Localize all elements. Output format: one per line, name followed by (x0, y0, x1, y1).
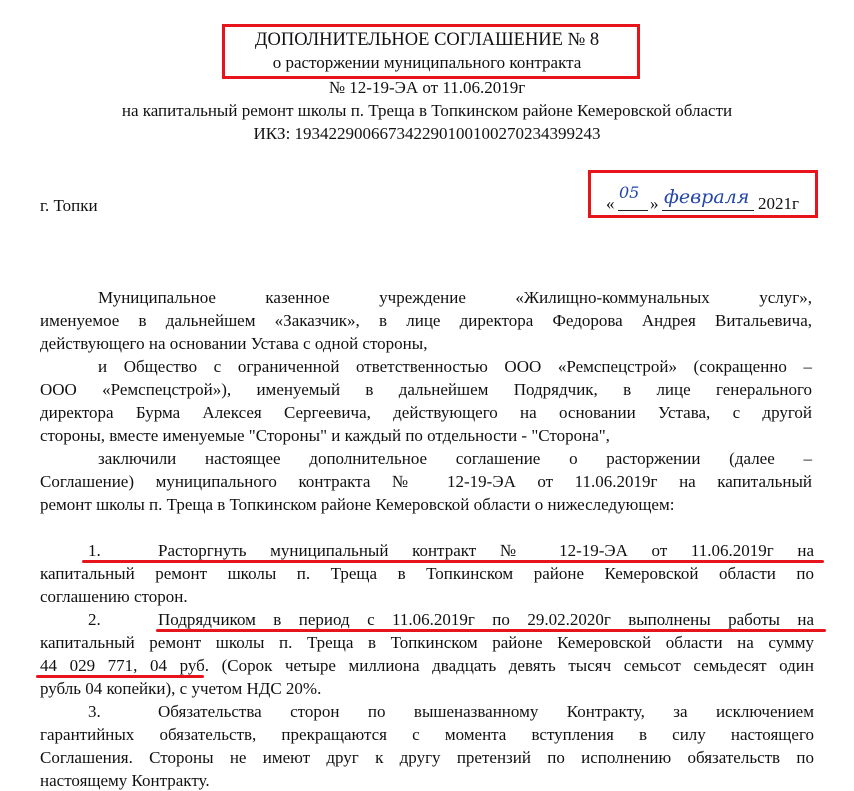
ikz-code: ИКЗ: 193422900667342290100100270234399243 (253, 124, 601, 143)
item-line: гарантийных обязательств, прекращаются с момента вступления в силу настоящего (40, 725, 814, 744)
date-year: 2021г (758, 194, 799, 213)
item2-red-underline (156, 629, 826, 632)
title-highlight-box (222, 24, 640, 79)
preamble-line: ремонт школы п. Треща в Топкинском районе Кемеровской области о нижеследующем: (40, 495, 675, 514)
preamble-line: именуемое в дальнейшем «Заказчик», в лице директора Федорова Андрея Витальевича, (40, 311, 812, 330)
item-line: рубль 04 копейки), с учетом НДС 20%. (40, 679, 322, 698)
month-underline (662, 210, 754, 211)
preamble-line: и Общество с ограниченной ответственностью ООО «Ремспецстрой» (сокращенно – (98, 357, 812, 376)
handwritten-day: 05 (619, 183, 640, 202)
date-open-quote: « (606, 194, 615, 213)
item-number: 1. (88, 541, 101, 560)
item-line: Обязательства сторон по вышеназванному Контракту, за исключением (158, 702, 814, 721)
preamble-line: директора Бурма Алексея Сергеевича, действующего на основании Устава, с другой (40, 403, 812, 422)
preamble-line: заключили настоящее дополнительное соглашение о расторжении (далее – (98, 449, 812, 468)
item-line: настоящему Контракту. (40, 771, 210, 790)
document-title: ДОПОЛНИТЕЛЬНОЕ СОГЛАШЕНИЕ № 8 (254, 30, 600, 50)
item-line: капитальный ремонт школы п. Треща в Топкинском районе Кемеровской области по (40, 564, 814, 583)
preamble-line: ООО «Ремспецстрой»), именуемый в дальнейшем Подрядчик, в лице генерального (40, 380, 812, 399)
item-line: капитальный ремонт школы п. Треща в Топкинском районе Кемеровской области на сумму (40, 633, 814, 652)
item-line: 44 029 771, 04 руб. (Сорок четыре миллиона двадцать девять тысяч семьсот семьдесят один (40, 656, 814, 675)
contract-subject: на капитальный ремонт школы п. Треща в Топкинском районе Кемеровской области (121, 101, 733, 120)
preamble-line: стороны, вместе именуемые "Стороны" и каждый по отдельности - "Сторона", (40, 426, 610, 445)
item-line: Расторгнуть муниципальный контракт № 12-19-ЭА от 11.06.2019г на (158, 541, 814, 560)
item-line: Соглашения. Стороны не имеют друг к другу претензий по исполнению обязательств по (40, 748, 814, 767)
preamble-line: Муниципальное казенное учреждение «Жилищно-коммунальных услуг», (98, 288, 812, 307)
item-line: соглашению сторон. (40, 587, 188, 606)
day-underline (618, 210, 648, 211)
contract-number: № 12-19-ЭА от 11.06.2019г (328, 78, 526, 97)
amount-red-underline (36, 675, 204, 678)
preamble-line: действующего на основании Устава с одной стороны, (40, 334, 428, 353)
item1-red-underline (82, 560, 824, 563)
item-line: Подрядчиком в период с 11.06.2019г по 29.02.2020г выполнены работы на (158, 610, 814, 629)
handwritten-month: февраля (664, 186, 750, 208)
item-number: 2. (88, 610, 101, 629)
date-close-quote: » (650, 194, 659, 213)
document-subtitle: о расторжении муниципального контракта (272, 53, 582, 72)
preamble-line: Соглашение) муниципального контракта № 12-19-ЭА от 11.06.2019г на капитальный (40, 472, 812, 491)
city-name: г. Топки (40, 196, 98, 215)
item-number: 3. (88, 702, 101, 721)
